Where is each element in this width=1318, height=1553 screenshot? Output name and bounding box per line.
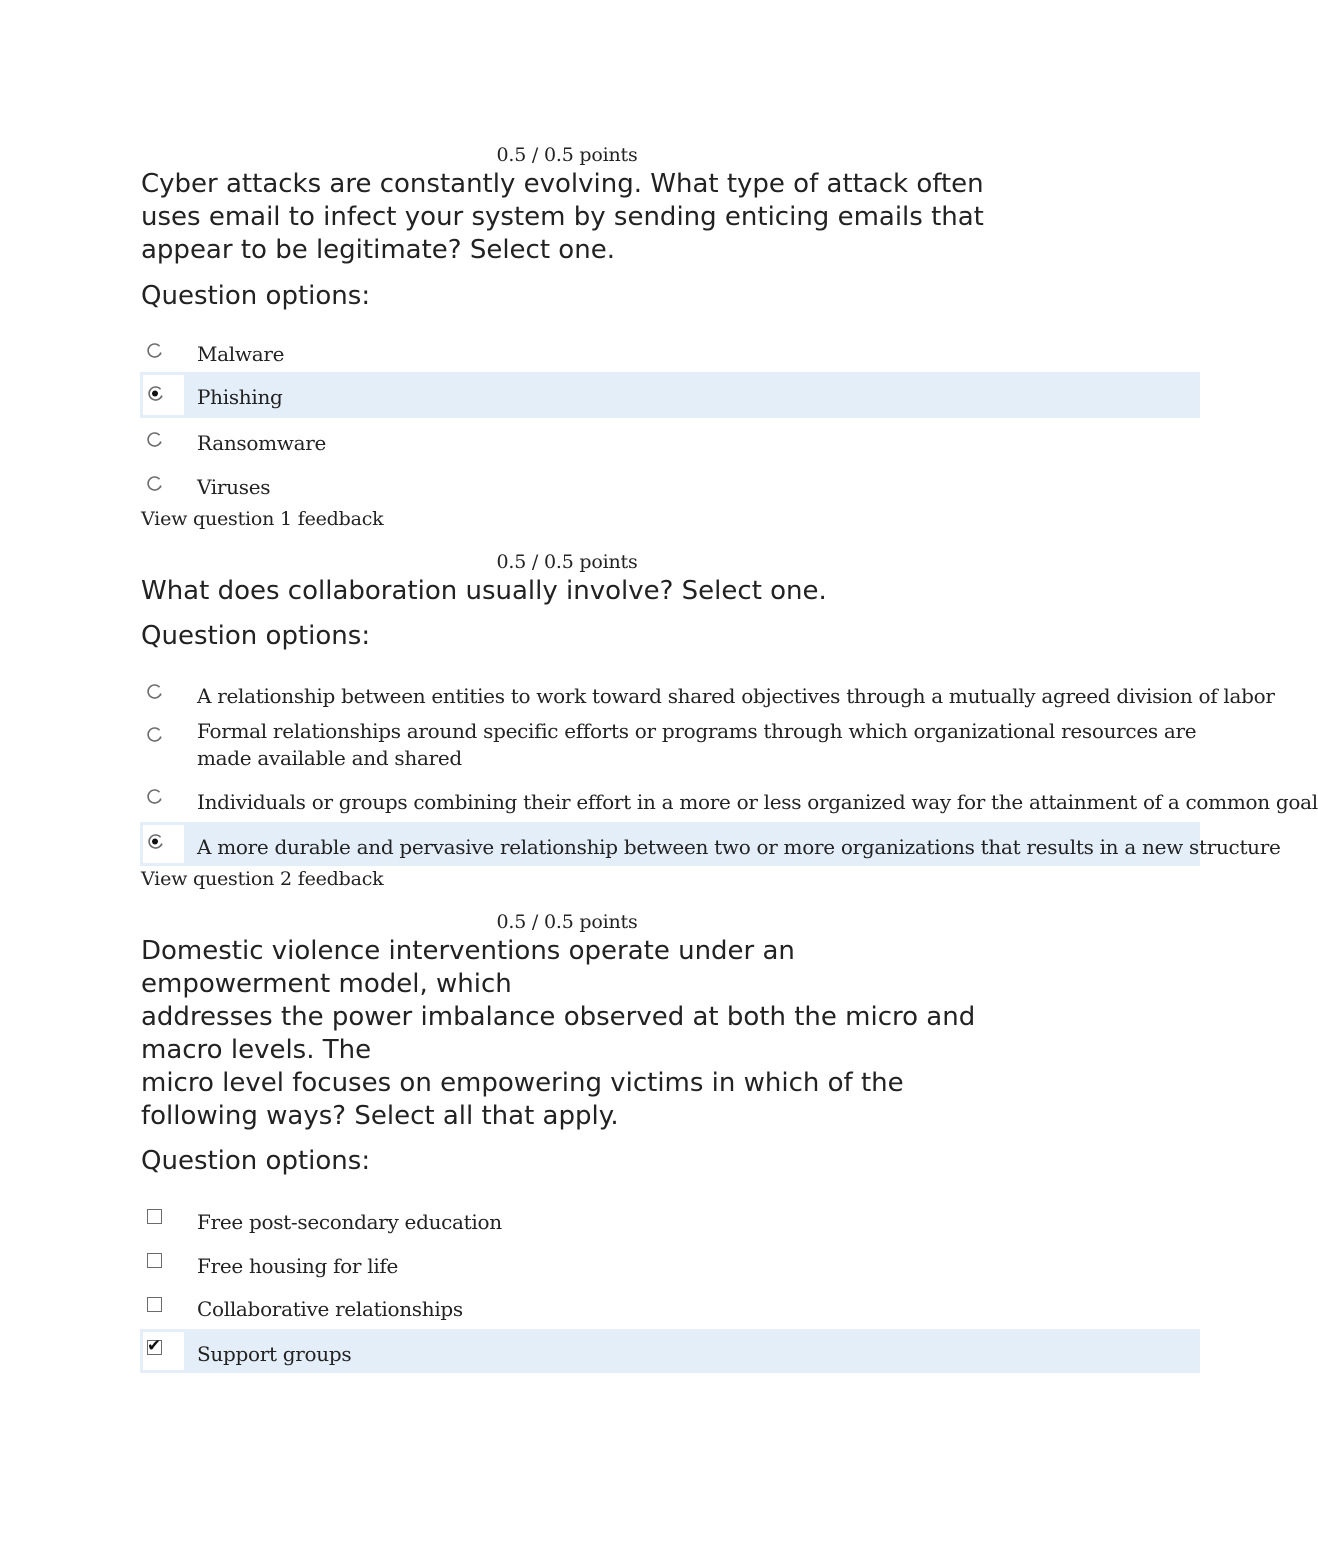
radio-button-icon[interactable] <box>146 726 163 743</box>
question-2-option-4-label: A more durable and pervasive relationship between two or more organizations that results in a new structure <box>197 835 1281 859</box>
question-2-option-3[interactable] <box>140 784 1318 822</box>
question-2-option-2-label: Formal relationships around specific efforts or programs through which organizational resources are made available and shared <box>197 719 1197 770</box>
question-2-option-4[interactable] <box>140 822 1281 866</box>
question-1-options-label: Question options: <box>141 281 371 311</box>
question-1-option-1[interactable] <box>140 335 1200 375</box>
checkbox-checked-icon[interactable] <box>147 1336 162 1356</box>
question-3-points: 0.5 / 0.5 points <box>496 911 638 933</box>
question-2-option-1[interactable] <box>140 676 1275 716</box>
question-3-option-1-label: Free post-secondary education <box>197 1210 502 1234</box>
question-2-option-3-label: Individuals or groups combining their effort in a more or less organized way for the attainment of a common goal <box>197 790 1318 814</box>
question-3-options-label: Question options: <box>141 1146 371 1176</box>
question-3-option-2-label: Free housing for life <box>197 1254 399 1278</box>
question-2-option-1-label: A relationship between entities to work toward shared objectives through a mutually agreed division of labor <box>197 684 1275 708</box>
question-3-option-2[interactable] <box>140 1246 1200 1286</box>
question-1-option-3-label: Ransomware <box>197 431 327 455</box>
check-icon: ✔ <box>147 1336 162 1356</box>
radio-button-icon[interactable] <box>146 788 163 805</box>
question-3-text-line-1: Domestic violence interventions operate under an empowerment model, which <box>141 936 795 999</box>
radio-button-selected-icon[interactable] <box>147 385 164 402</box>
question-2-options-label: Question options: <box>141 621 371 651</box>
checkbox-icon[interactable] <box>147 1253 162 1268</box>
question-3-text-line-2: addresses the power imbalance observed at both the micro and macro levels. The <box>141 1002 976 1065</box>
question-2-feedback-link[interactable]: View question 2 feedback <box>141 868 384 890</box>
checkbox-icon[interactable] <box>147 1209 162 1224</box>
question-3-option-4-label: Support groups <box>197 1342 352 1366</box>
question-1-option-4[interactable] <box>140 468 1200 508</box>
question-1-option-2[interactable] <box>140 372 1200 418</box>
question-1-option-2-label: Phishing <box>197 385 283 409</box>
question-1-option-4-label: Viruses <box>197 475 271 499</box>
question-1-option-1-label: Malware <box>197 342 285 366</box>
question-2-points: 0.5 / 0.5 points <box>496 551 638 573</box>
radio-button-icon[interactable] <box>146 475 163 492</box>
checkbox-icon[interactable] <box>147 1297 162 1312</box>
question-3-option-3[interactable] <box>140 1290 1200 1330</box>
question-3-option-3-label: Collaborative relationships <box>197 1297 463 1321</box>
question-2-option-2[interactable] <box>140 718 1200 778</box>
question-1-option-3[interactable] <box>140 424 1200 464</box>
radio-button-icon[interactable] <box>146 683 163 700</box>
question-3-option-1[interactable] <box>140 1202 1200 1242</box>
question-1-feedback-link[interactable]: View question 1 feedback <box>141 508 384 530</box>
radio-button-selected-icon[interactable] <box>147 833 164 850</box>
radio-button-icon[interactable] <box>146 431 163 448</box>
question-2-text: What does collaboration usually involve? Select one. <box>141 576 827 606</box>
question-3-text-line-3: micro level focuses on empowering victims in which of the following ways? Select all that apply. <box>141 1068 904 1131</box>
question-3-option-4[interactable] <box>140 1329 1200 1373</box>
radio-button-icon[interactable] <box>146 342 163 359</box>
question-1-points: 0.5 / 0.5 points <box>496 144 638 166</box>
question-1-text: Cyber attacks are constantly evolving. What type of attack often uses email to infect your system by sending enticing emails that appear to be legitimate? Select one. <box>141 169 984 265</box>
